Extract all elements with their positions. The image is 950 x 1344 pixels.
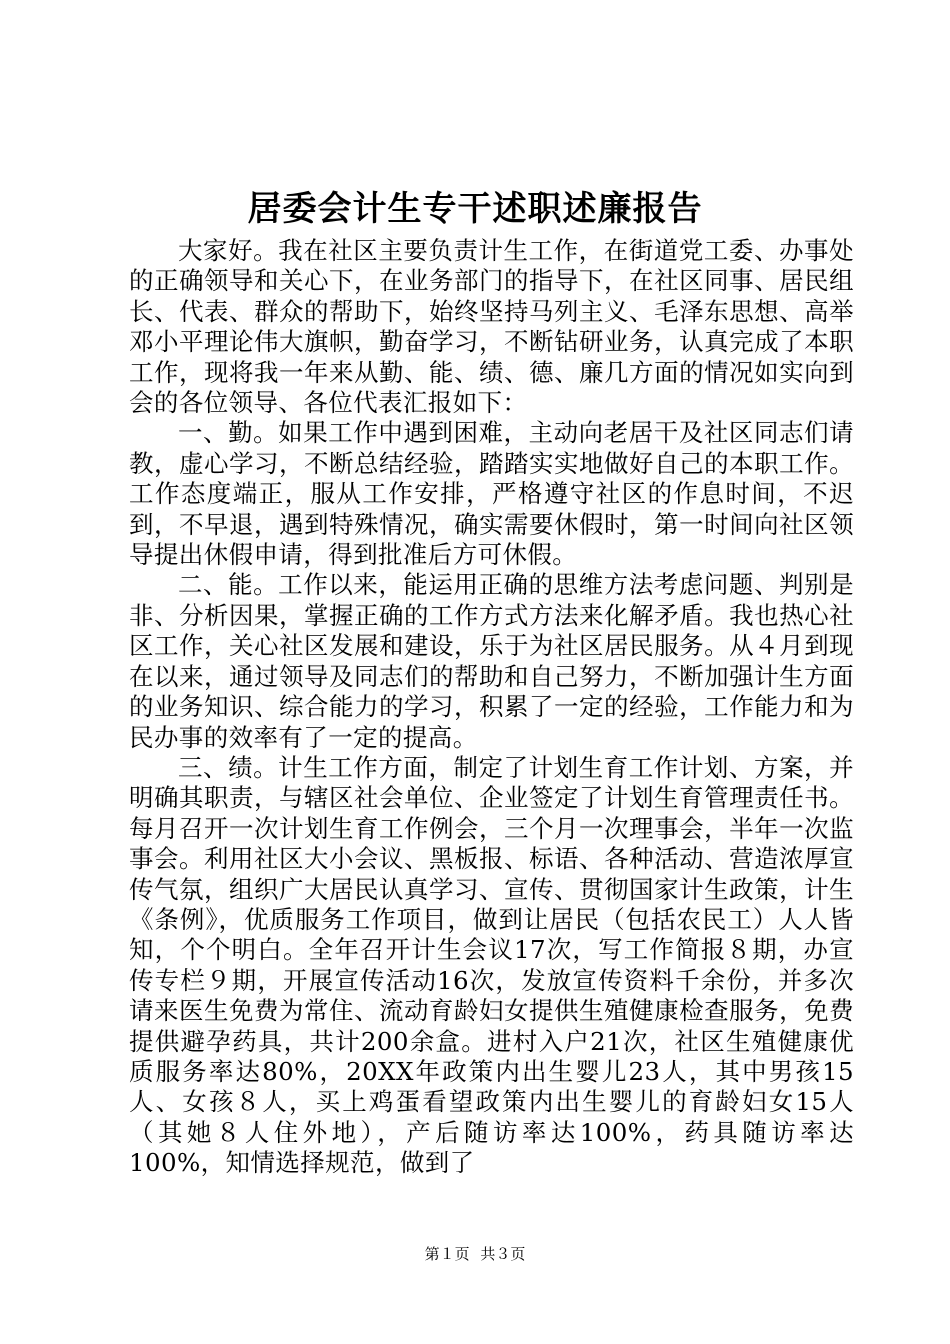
page-total: 共３页 [480,1245,526,1263]
page-footer [0,1244,950,1264]
document-title: 居委会计生专干述职述廉报告 [247,189,703,229]
page-number: 第１页 [424,1245,470,1263]
document-body [129,236,854,1179]
paragraph-ability: 二、能。工作以来，能运用正确的思维方法考虑问题、判别是非、分析因果，掌握正确的工作方式方法来化解矛盾。我也热心社区工作，关心社区发展和建设，乐于为社区居民服务。从４月到现在以来，通过领导及同志们的帮助和自己努力，不断加强计生方面的业务知识、综合能力的学习，积累了一定的经验，工作能力和为民办事的效率有了一定的提高。 [129,570,854,752]
paragraph-intro: 大家好。我在社区主要负责计生工作，在街道党工委、办事处的正确领导和关心下，在业务部门的指导下，在社区同事、居民组长、代表、群众的帮助下，始终坚持马列主义、毛泽东思想、高举邓小平理论伟大旗帜，勤奋学习，不断钻研业务，认真完成了本职工作，现将我一年来从勤、能、绩、德、廉几方面的情况如实向到会的各位领导、各位代表汇报如下： [129,236,854,418]
paragraph-diligence: 一、勤。如果工作中遇到困难，主动向老居干及社区同志们请教，虚心学习，不断总结经验，踏踏实实地做好自己的本职工作。工作态度端正，服从工作安排，严格遵守社区的作息时间，不迟到，不早退，遇到特殊情况，确实需要休假时，第一时间向社区领导提出休假申请，得到批准后方可休假。 [129,418,854,570]
paragraph-achievement: 三、绩。计生工作方面，制定了计划生育工作计划、方案，并明确其职责，与辖区社会单位、企业签定了计划生育管理责任书。每月召开一次计划生育工作例会，三个月一次理事会，半年一次监事会。利用社区大小会议、黑板报、标语、各种活动、营造浓厚宣传气氛，组织广大居民认真学习、宣传、贯彻国家计生政策，计生《条例》，优质服务工作项目，做到让居民（包括农民工）人人皆知，个个明白。全年召开计生会议17次，写工作简报８期，办宣传专栏９期，开展宣传活动16次，发放宣传资料千余份，并多次请来医生免费为常住、流动育龄妇女提供生殖健康检查服务，免费提供避孕药具，共计200余盒。进村入户21次，社区生殖健康优质服务率达80%，20XX年政策内出生婴儿23人，其中男孩15人、女孩８人，买上鸡蛋看望政策内出生婴儿的育龄妇女15人（其她８人住外地），产后随访率达100%，药具随访率达100%，知情选择规范，做到了 [129,752,854,1178]
